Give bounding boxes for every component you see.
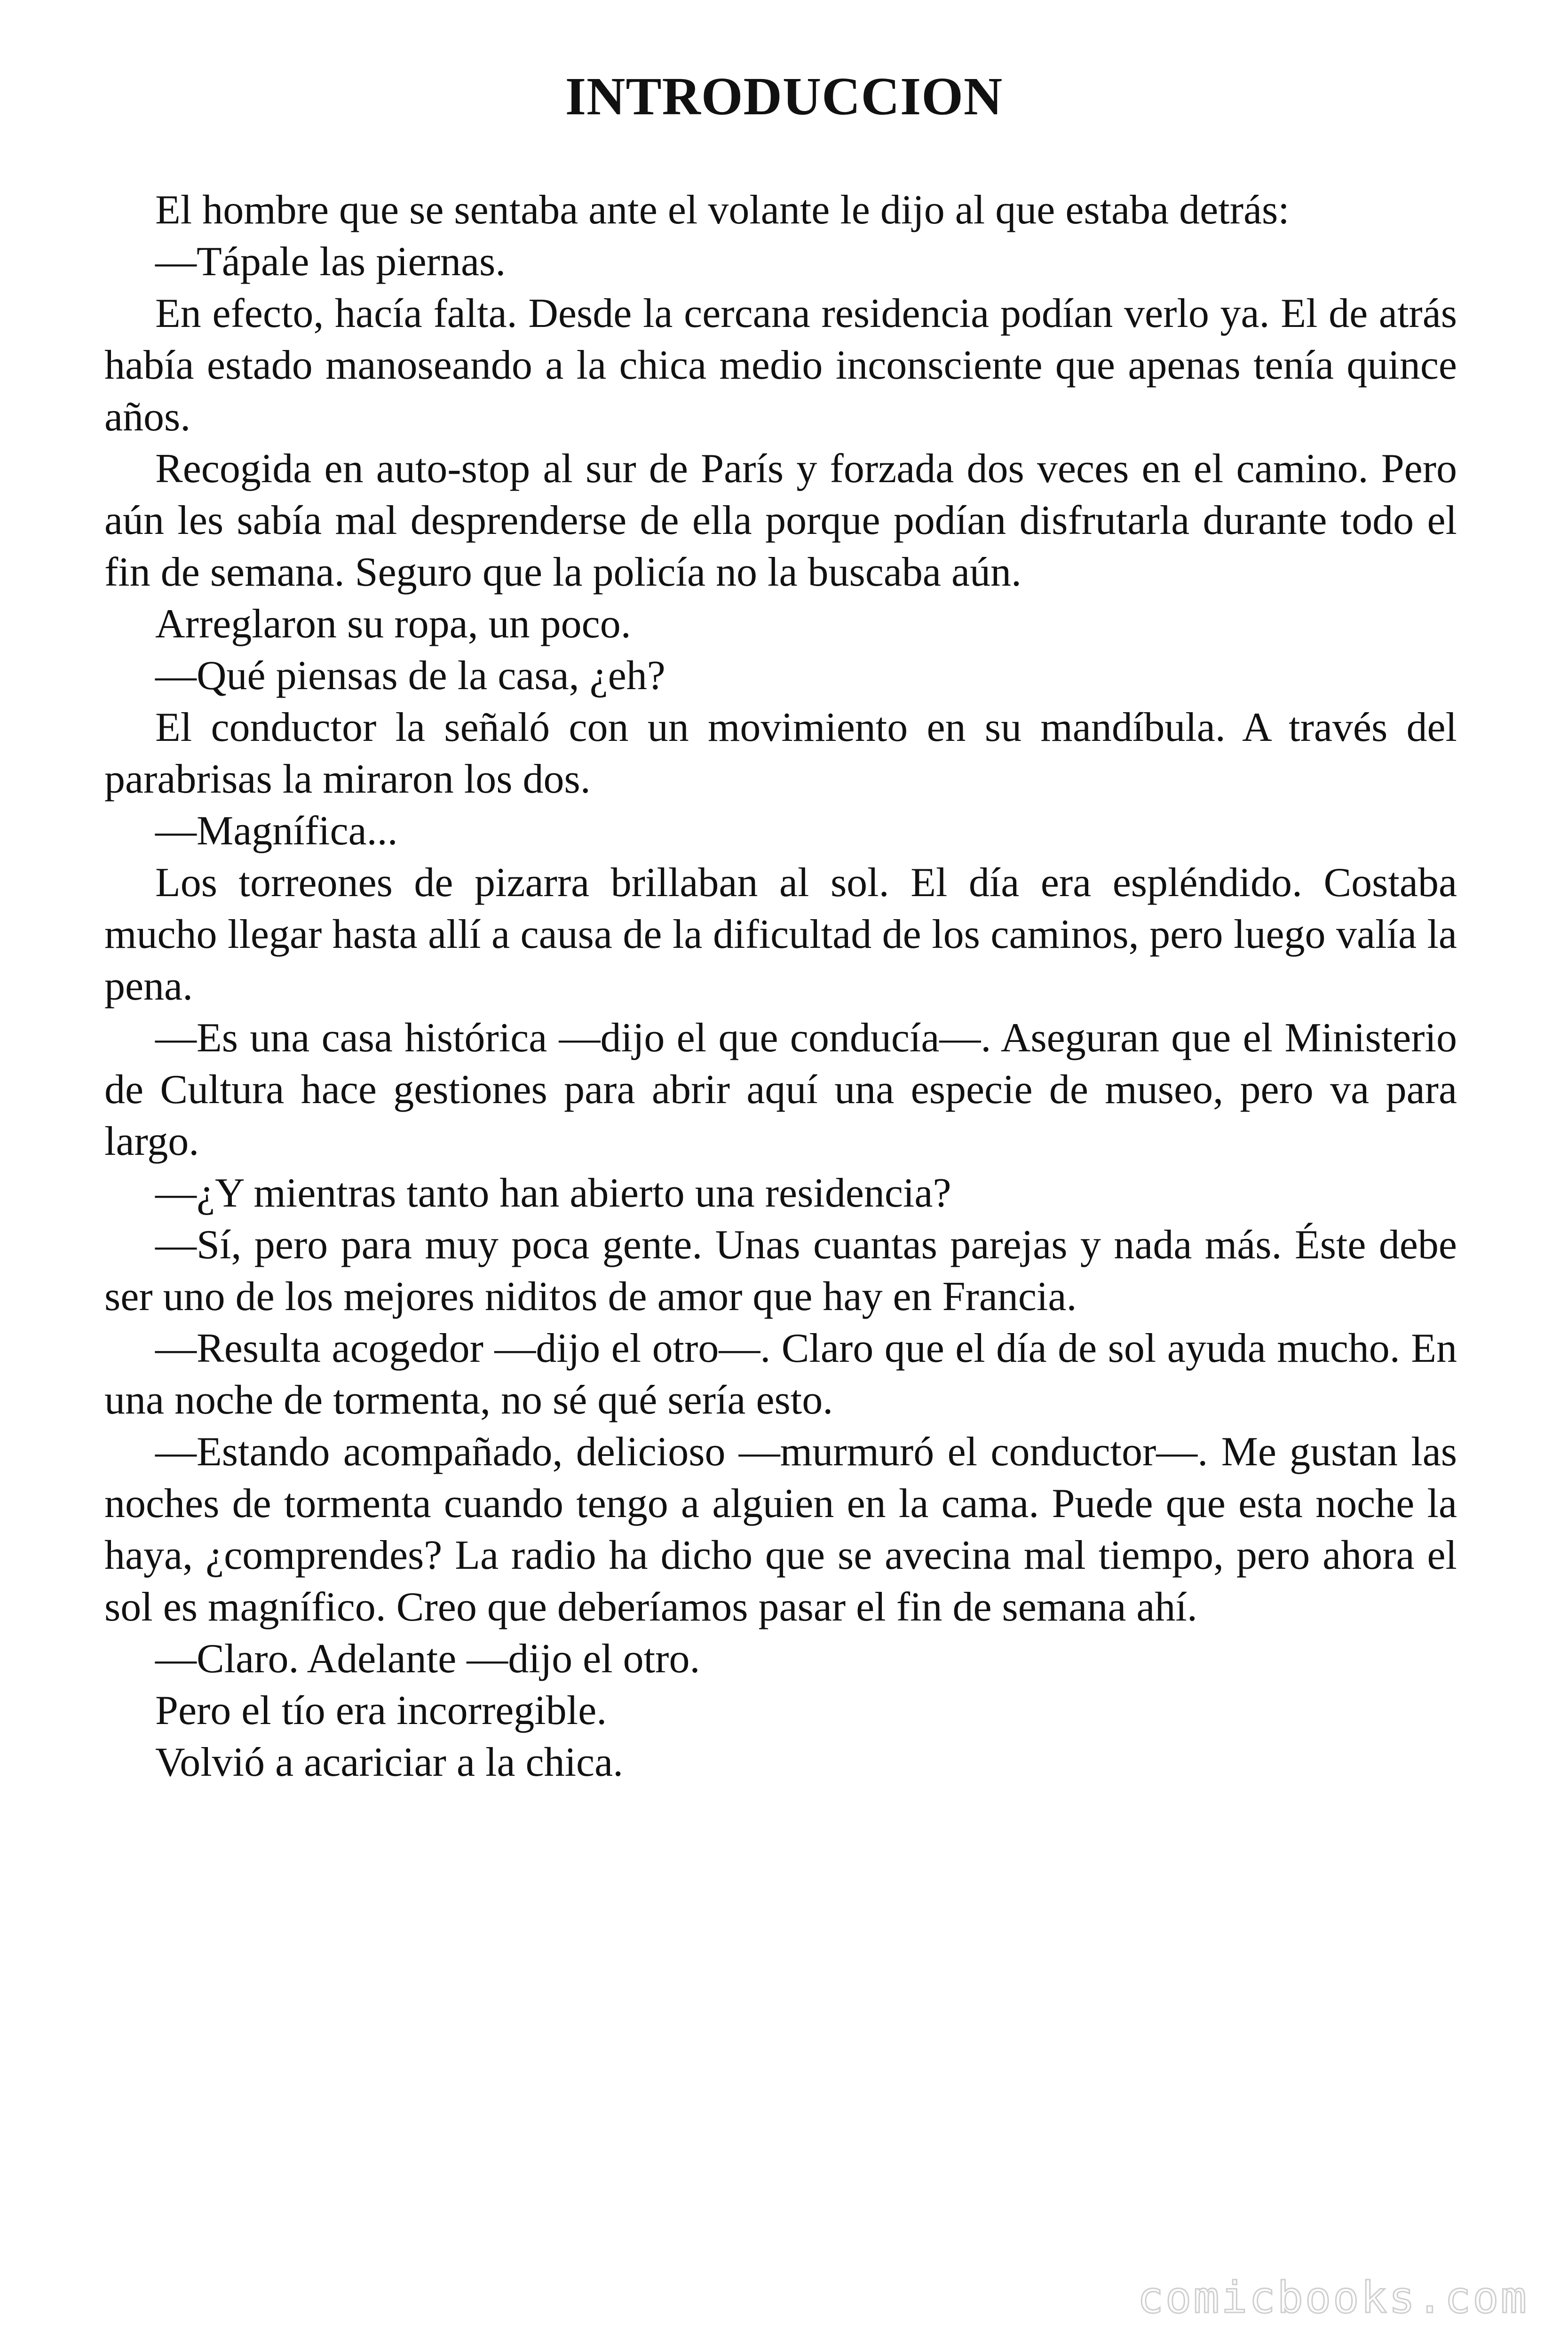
- paragraph: —Tápale las piernas.: [155, 239, 506, 285]
- chapter-body: [104, 184, 1457, 1788]
- paragraph: —Es una casa histórica —dijo el que conducía—. Aseguran que el Ministerio de Cultura hace gestiones para abrir aquí una especie de museo, pero va para largo.: [104, 1015, 1457, 1164]
- paragraph: —Sí, pero para muy poca gente. Unas cuantas parejas y nada más. Éste debe ser uno de los mejores niditos de amor que hay en Francia.: [104, 1222, 1457, 1319]
- site-watermark: comicbooks.com: [1137, 2273, 1528, 2323]
- paragraph: Recogida en auto-stop al sur de París y forzada dos veces en el camino. Pero aún les sabía mal desprenderse de ella porque podían disfrutarla durante todo el fin de semana. Seguro que la policía no la buscaba aún.: [104, 446, 1457, 595]
- paragraph: —Estando acompañado, delicioso —murmuró el conductor—. Me gustan las noches de tormenta cuando tengo a alguien en la cama. Puede que esta noche la haya, ¿comprendes? La radio ha dicho que se avecina mal tiempo, pero ahora el sol es magnífico. Creo que deberíamos pasar el fin de semana ahí.: [104, 1429, 1457, 1630]
- chapter-title: INTRODUCCION: [565, 66, 1003, 126]
- paragraph: Los torreones de pizarra brillaban al sol. El día era espléndido. Costaba mucho llegar hasta allí a causa de la dificultad de los caminos, pero luego valía la pena.: [104, 860, 1457, 1009]
- paragraph: —Claro. Adelante —dijo el otro.: [155, 1636, 700, 1682]
- paragraph: El hombre que se sentaba ante el volante le dijo al que estaba detrás:: [155, 187, 1290, 233]
- paragraph: —Resulta acogedor —dijo el otro—. Claro que el día de sol ayuda mucho. En una noche de tormenta, no sé qué sería esto.: [104, 1326, 1457, 1423]
- paragraph: —Magnífica...: [155, 808, 398, 854]
- paragraph: —¿Y mientras tanto han abierto una residencia?: [155, 1170, 951, 1216]
- paragraph: Pero el tío era incorregible.: [155, 1688, 607, 1733]
- paragraph: —Qué piensas de la casa, ¿eh?: [155, 653, 665, 699]
- paragraph: En efecto, hacía falta. Desde la cercana residencia podían verlo ya. El de atrás había estado manoseando a la chica medio inconsciente que apenas tenía quince años.: [104, 291, 1457, 440]
- paragraph: El conductor la señaló con un movimiento en su mandíbula. A través del parabrisas la miraron los dos.: [104, 705, 1457, 802]
- paragraph: Arreglaron su ropa, un poco.: [155, 601, 631, 647]
- paragraph: Volvió a acariciar a la chica.: [155, 1740, 624, 1785]
